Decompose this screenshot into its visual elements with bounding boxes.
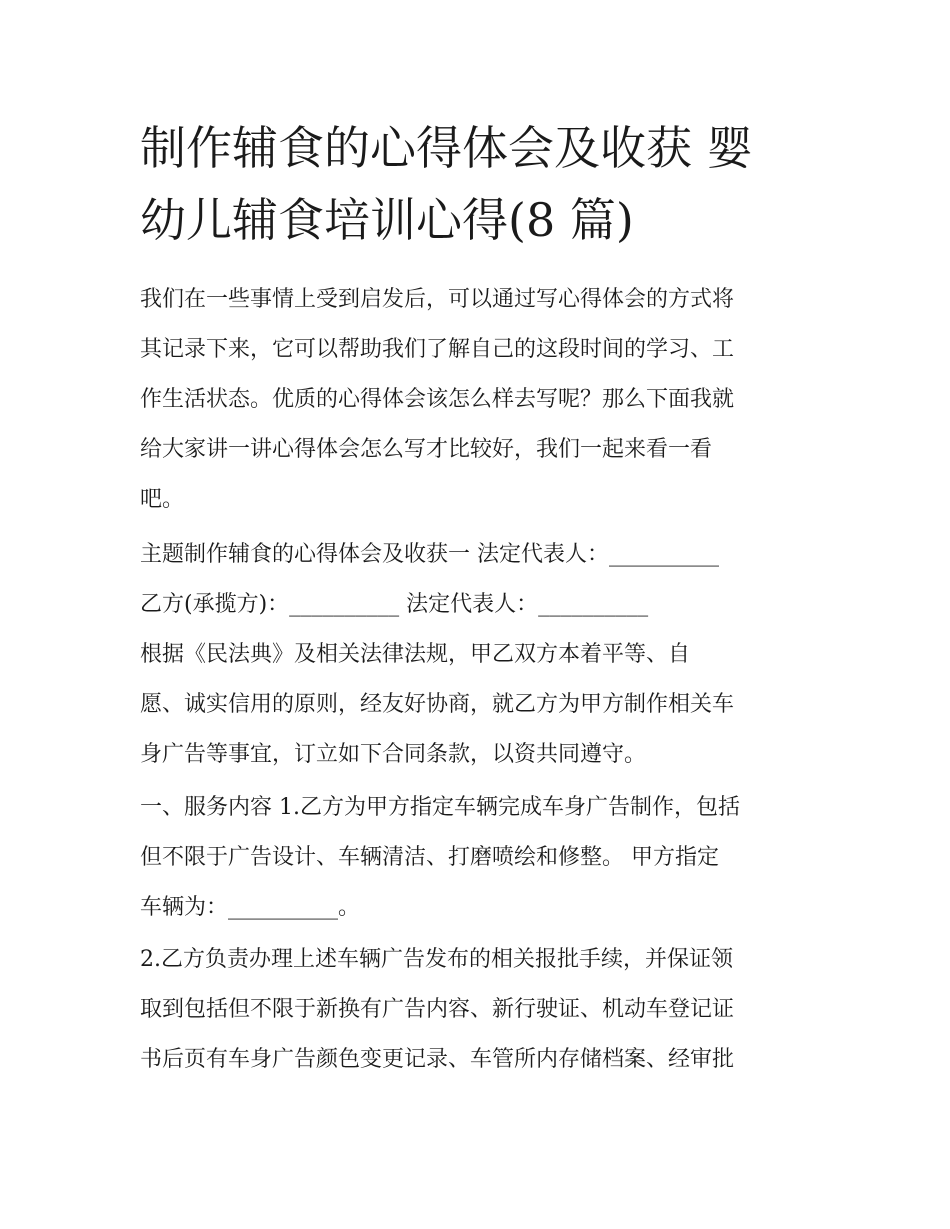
text-line: 愿、诚实信用的原则，经友好协商，就乙方为甲方制作相关车 bbox=[140, 692, 735, 717]
text-line: 一、服务内容 1.乙方为甲方指定车辆完成车身广告制作，包括 bbox=[140, 795, 740, 820]
text-line: 吧。 bbox=[140, 487, 185, 512]
title-line: 幼儿辅食培训心得(8 篇) bbox=[140, 193, 634, 247]
document-title bbox=[140, 112, 820, 256]
party-line bbox=[140, 580, 648, 630]
intro-paragraph bbox=[140, 275, 734, 525]
text-line: 车辆为：__________。 bbox=[140, 895, 361, 920]
text-line: 给大家讲一讲心得体会怎么写才比较好，我们一起来看一看 bbox=[140, 437, 713, 462]
text-line: 作生活状态。优质的心得体会该怎么样去写呢？那么下面我就 bbox=[140, 387, 735, 412]
item2-paragraph bbox=[140, 935, 734, 1085]
text-line: 根据《民法典》及相关法律法规，甲乙双方本着平等、自 bbox=[140, 642, 691, 667]
text-line: 其记录下来，它可以帮助我们了解自己的这段时间的学习、工 bbox=[140, 337, 735, 362]
text-line: 身广告等事宜，订立如下合同条款，以资共同遵守。 bbox=[140, 742, 647, 767]
text-line: 主题制作辅食的心得体会及收获一 法定代表人：__________ bbox=[140, 542, 719, 567]
text-line: 我们在一些事情上受到启发后，可以通过写心得体会的方式将 bbox=[140, 287, 735, 312]
basis-paragraph bbox=[140, 630, 734, 780]
text-line: 乙方(承揽方)：__________ 法定代表人：__________ bbox=[140, 592, 649, 617]
text-line: 取到包括但不限于新换有广告内容、新行驶证、机动车登记证 bbox=[140, 997, 735, 1022]
title-line: 制作辅食的心得体会及收获 婴 bbox=[140, 121, 753, 175]
topic-line bbox=[140, 530, 719, 580]
text-line: 2.乙方负责办理上述车辆广告发布的相关报批手续，并保证领 bbox=[140, 947, 733, 972]
text-line: 但不限于广告设计、车辆清洁、打磨喷绘和修整。 甲方指定 bbox=[140, 845, 719, 870]
text-line: 书后页有车身广告颜色变更记录、车管所内存储档案、经审批 bbox=[140, 1047, 735, 1072]
service-paragraph bbox=[140, 783, 740, 933]
